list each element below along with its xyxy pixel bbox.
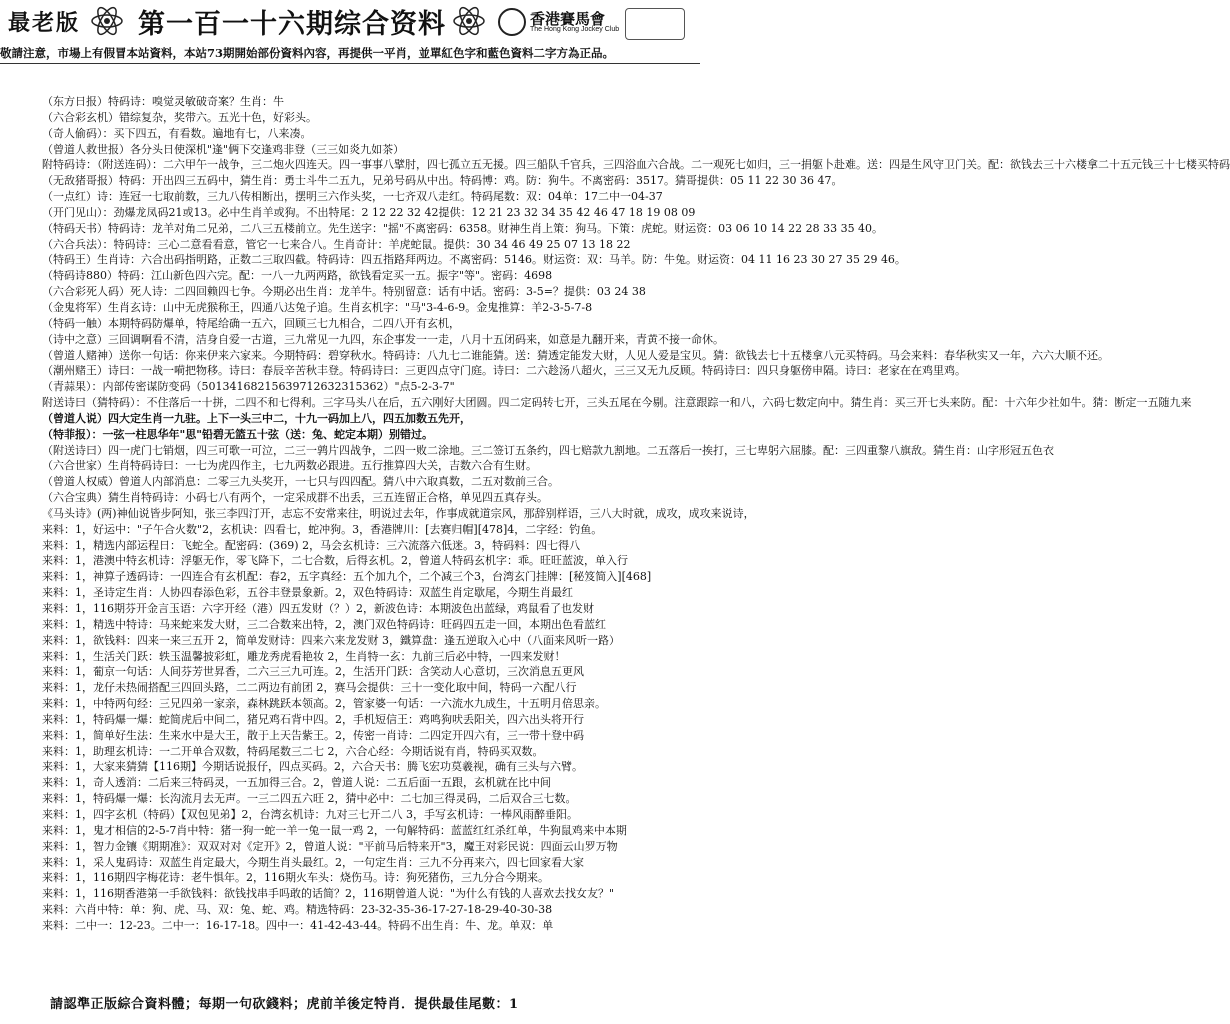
edition-label: 最老版 [8,10,81,36]
footer-note: 請認準正版綜合資料體；每期一句砍錢料；虎前羊後定特肖．提供最佳尾數：1 [50,997,519,1012]
atom-emblem-icon [452,4,486,38]
text-line: 附送诗曰（猜特码）：不住落后一十拼，二四不和七得利。三字马头八在后，五六刚好大团圆。四二定码转七开，三头五尾在今剔。注意跟踪一和八，六码七数定向中。猜生肖：买三开七头来防。配：十六年少社如牛。猜：断定一五随九来 [42,396,1192,410]
text-line: 来料：1，奇人透消：二后来三特码灵，一五加得三合。2，曾道人说：二五后面一五跟，玄机就在比中间 [42,776,551,790]
hkjc-name-en: The Hong Kong Jockey Club [530,26,620,33]
text-line: 来料：1，神算子透码诗：一四连合有玄机配：春2，五字真经：五个加九个，二个减三个3，台湾玄门挂牌：[秘笈简入][468] [42,570,652,584]
text-line: 来料：1，智力金镶《期期准》：双双对对《定开》2，曾道人说："平前马后特来开"3，魔王对彩民说：四面云山罗万物 [42,839,618,853]
text-line: 来料：1，特码爆一爆：长沟流月去无声。一三二四五六旺 2，猜中必中：二七加三得灵码，二后双合三七数。 [42,792,577,806]
text-line: （六合世家）生肖特码诗曰：一七为虎四作主，七九两数必跟进。五行推算四大关，吉数六合有生财。 [42,459,537,473]
text-line: （一点红）诗：连冠一七取前数，三九八传相断出，摆明三六作头奖，一七齐双八走红。特码尾数：双：04单：17二中一04-37 [42,190,663,204]
text-line: （诗中之意）三回调啊看不清，洁身自爱一古道，三九常见一九四，东企事发一一走，八月十五闭码来，如意是九翻开来，青黄不接一命休。 [42,332,724,346]
text-line: 来料：1，欲钱料：四来一来三五开 2，简单发财诗：四来六来龙发财 3，鐵算盘：逢五逆取入心中（八面来风听一路） [42,633,620,647]
text-line: （青蒜果）：内部传密谋防变码（501341682156397126323153​62）"点5-2-3-7" [42,380,455,394]
text-line: 来料：1，港澳中特玄机诗：浮躯无作，零飞降下，二七合数，后得玄机。2，曾道人特码玄机字：乖。旺旺蓝波，单入行 [42,554,628,568]
text-line: 来料：六肖中特：单：狗、虎、马、双：兔、蛇、鸡。精选特码：23-32-35-36-17-27-18-29-40-30-38 [42,903,553,917]
text-line: 《马头诗》(两)神仙说皆步阿知，张三李四汀开，志忘不安常来往，明说过去年，作事成就道宗风，那辞别样语，三八大时就，成攻，成攻来说诗， [42,506,755,520]
text-line: （六合兵法）：特码诗：三心二意看看意，管它一七来合八。生肖奇计：羊虎蛇鼠。提供：30 34 46 49 25 07 13 18 22 [42,237,631,251]
text-line: 来料：1，好运中："子午合火数"2，玄机诀：四看七，蛇冲狗。3，香港牌川：[去赛归帽][478]4，二字经：钓鱼。 [42,522,603,536]
text-line: 来料：1，116期香港第一手欲钱料：欲钱找串手吗敢的话简？2，116期曾道人说："为什么有钱的人喜欢去找女友？" [42,887,615,901]
hkjc-name-cn: 香港賽馬會 [530,10,606,28]
masthead [0,0,700,42]
hkjc-emblem-icon [498,8,526,36]
text-line: 来料：1，鬼才相信的2-5-7肖中特：猪一狗一蛇一羊一兔一鼠一鸡 2，一句解特码：蓝蓝红红杀红单，牛狗鼠鸡来中本期 [42,823,627,837]
text-line: （特码王）生肖诗：六合出码指明路，正数二三取四截。特码诗：四五指路拜两边。不离密码：5146。财运资：双：马羊。防：牛兔。财运资：04 11 16 23 30 27 35 29 46。 [42,253,906,267]
text-line: 来料：1，助理玄机诗：一二开单合双数，特码尾数三二七 2，六合心经：今期话说有肖，特码买双数。 [42,744,544,758]
content-body [42,94,1230,934]
text-line: 来料：1，简单好生法：生来水中是大王，散于上天告紫王。2，传密一肖诗：二四定开四六有，三一带十登中码 [42,728,584,742]
hkjc-logo [498,8,618,38]
stamp-icon [625,8,685,40]
text-line: 来料：1，中特两句经：三兄四弟一家亲，森林跳跃本领高。2，管家婆一句话：一六流水九成生，十五明月倍思亲。 [42,697,606,711]
text-line: （特码天书）特码诗：龙羊对角二兄弟，二八三五楼前立。先生送字："摇"不离密码：6358。财神生肖上策：狗马。下策：虎蛇。财运资：03 06 10 14 22 28 33 35 40。 [42,221,884,235]
text-line: （曾道人权威）曾道人内部消息：二零三九头奖开，一七只与四四配。猜八中六取真数，二五对数前三合。 [42,475,559,489]
text-line: （潮州赌王）诗曰：一战一嗬把物移。诗曰：春辰辛苦秋丰登。特码诗曰：三更四点守门庭。诗曰：二六趁汤八超火，三三又无九反顾。特码诗曰：四只身躯傍申隔。诗曰：老家在在鸡里鸡。 [42,364,966,378]
text-line: （曾道人救世报）各分头日使深机"逢"俩下交逢鸡非登（三三如炎九如茶） [42,142,405,156]
text-line: 来料：1，四字玄机（特码）【双包见弟】2，台湾玄机诗：九对三七开二八 3，手写玄机诗：一棒风雨醉垂阳。 [42,807,578,821]
text-line: 来料：1，精选中特诗：马来蛇来发大财，三二合数来出特，2，澳门双色特码诗：旺码四五走一回，本期出色看蓝红 [42,617,606,631]
text-line: （曾道人赌神）送你一句话：你来伊来六家来。今期特码：碧穿秋水。特码诗：八九七二谁能猜。送：猜透定能发大财，人见人爱是宝贝。猜：欲钱去七十五楼拿八元买特码。马会来料：春华秋实又一年，六六大顺不还。 [42,348,1109,362]
text-line: 来料：1，葡京一句话：人间芬芳世昇香，二六三三九可连。2，生活开门跃：含笑动人心意切，三次消息五更风 [42,665,584,679]
text-line: （无敌猪哥报）特码：开出四三五码中，猜生肖：勇士斗牛二五九，兄弟号码从中出。特码博：鸡。防：狗牛。不离密码：3517。猜哥提供：05 11 22 30 36 47。 [42,174,843,188]
text-line: 来料：1，大家来猜猜【116期】今期话说报仔，四点买码。2，六合天书：腾飞宏功莫羲视，确有三头与六臂。 [42,760,583,774]
text-line: （六合彩死人码）死人诗：二四回赖四七争。今期必出生肖：龙羊牛。特别留意：话有中话。密码：3-5=？提供：03 24 38 [42,285,646,299]
text-line: 附特码诗：（附送连码）：二六甲午一战争，三二炮火四连天。四一事事八擘肘，四七孤立五无援。四三船队千官兵，三四浴血六合战。二一观死七如归，三一捐躯卜赴难。送：四是生风守卫门关。配：欲钱去三十六楼拿二十五元钱三十七楼买特码 [42,158,1230,172]
text-line: 来料：1，生活关门跃：轶玉温馨披彩虹，雕龙秀虎看艳妆 2，生肖特一玄：九前三后必中特，一四来发财！ [42,649,566,663]
text-line: （奇人偷码）：买下四五，有看数。遍地有七，八来凑。 [42,126,312,140]
text-line: 来料：1，特码爆一爆：蛇简虎后中间二，猪兄鸡石背中四。2，手机短信王：鸡鸣狗吠丢阳关，四六出头将开行 [42,712,584,726]
page-title: 第一百一十六期综合资料 [138,9,446,40]
text-line: 来料：1，116期芬开金言玉语：六字开经（港）四五发财（？）2，新波色诗：本期波色出蓝绿，鸡鼠看了也发财 [42,602,594,615]
text-line: 来料：1，采人鬼码诗：双蓝生肖定最大，今期生肖头最红。2，一句定生肖：三九不分再来六，四七回家看大家 [42,855,584,869]
text-line: 来料：二中一：12-23。二中一：16-17-18。四中一：41-42-43-44。特码不出生肖：牛、龙。单双：单 [42,918,554,932]
text-line: （开门见山）：劲爆龙凤码21或13。必中生肖羊或狗。不出特尾：2 12 22 32 42提供：12 21 23 32 34 35 42 46 47 18 19 08 09 [42,205,696,219]
text-line: 来料：1，圣诗定生肖：人协四春添色彩，五谷丰登景象新。2，双色特码诗：双蓝生肖定歇尾，今期生肖最红 [42,586,573,600]
text-line: （金鬼将军）生肖玄诗：山中无虎猴称王，四通八达兔子追。生肖玄机字："马"3-4-6-9。金鬼推算：羊2-3-5-7-8 [42,300,593,314]
text-line: （特菲报）：一弦一柱思华年"思"铅碧无篮五十弦（送：兔、蛇定本期）别错过。 [42,427,433,441]
text-line: （特码诗880）特码：江山新色四六完。配：一八一九两两路，欲钱看定买一五。振字"等"。密码：4698 [42,269,553,283]
text-line: （六合宝典）猜生肖特码诗：小码七八有两个，一定采成群不出丢，三五连留正合格，单见四五真存头。 [42,491,548,505]
text-line: （附送诗曰）四一虎门七销烟，四三可歌一可泣，二三一鹑片四战争，二四一败二涂地。三二签订五条约，四七赔款九割地。二五落后一挨打，三七卑躬六屈膝。配：三四重黎八旗敌。猜生肖：山字形冠五色衣 [42,443,1054,457]
atom-emblem-icon [90,4,124,38]
text-line: 来料：1，116期四字梅花诗：老牛惧年。2，116期火车头：烧伤马。诗：狗死猪伤，三九分合今期来。 [42,871,549,885]
text-line: 来料：1，龙仔未热闹搭配三四回头路，二二两边有前团 2，赛马会提供：三十一变化取中间，特码一六配八行 [42,681,577,695]
text-line: （特码一触）本期特码防爆单，特尾给确一五六，回顾三七九相合，二四八开有玄机， [42,316,460,330]
text-line: （东方日报）特码诗：嗅觉灵敏破奇案？生肖：牛 [42,95,284,108]
text-line: （六合彩玄机）错综复杂，奖带六。五光十色，好彩头。 [42,110,317,124]
notice-banner: 敬請注意，市場上有假冒本站資料，本站73期開始部份資料內容，再提供一平肖，並單紅色字和藍色資料二字方為正品。 [0,43,700,64]
text-line: 来料：1，精选内部运程日：飞蛇全。配密码：(369) 2，马会玄机诗：三六流落六低迷。3，特码料：四七得八 [42,538,581,552]
text-line: （曾道人说）四大定生肖一九驻。上下一头三中二，十九一码加上八，四五加数五先开， [42,411,471,425]
